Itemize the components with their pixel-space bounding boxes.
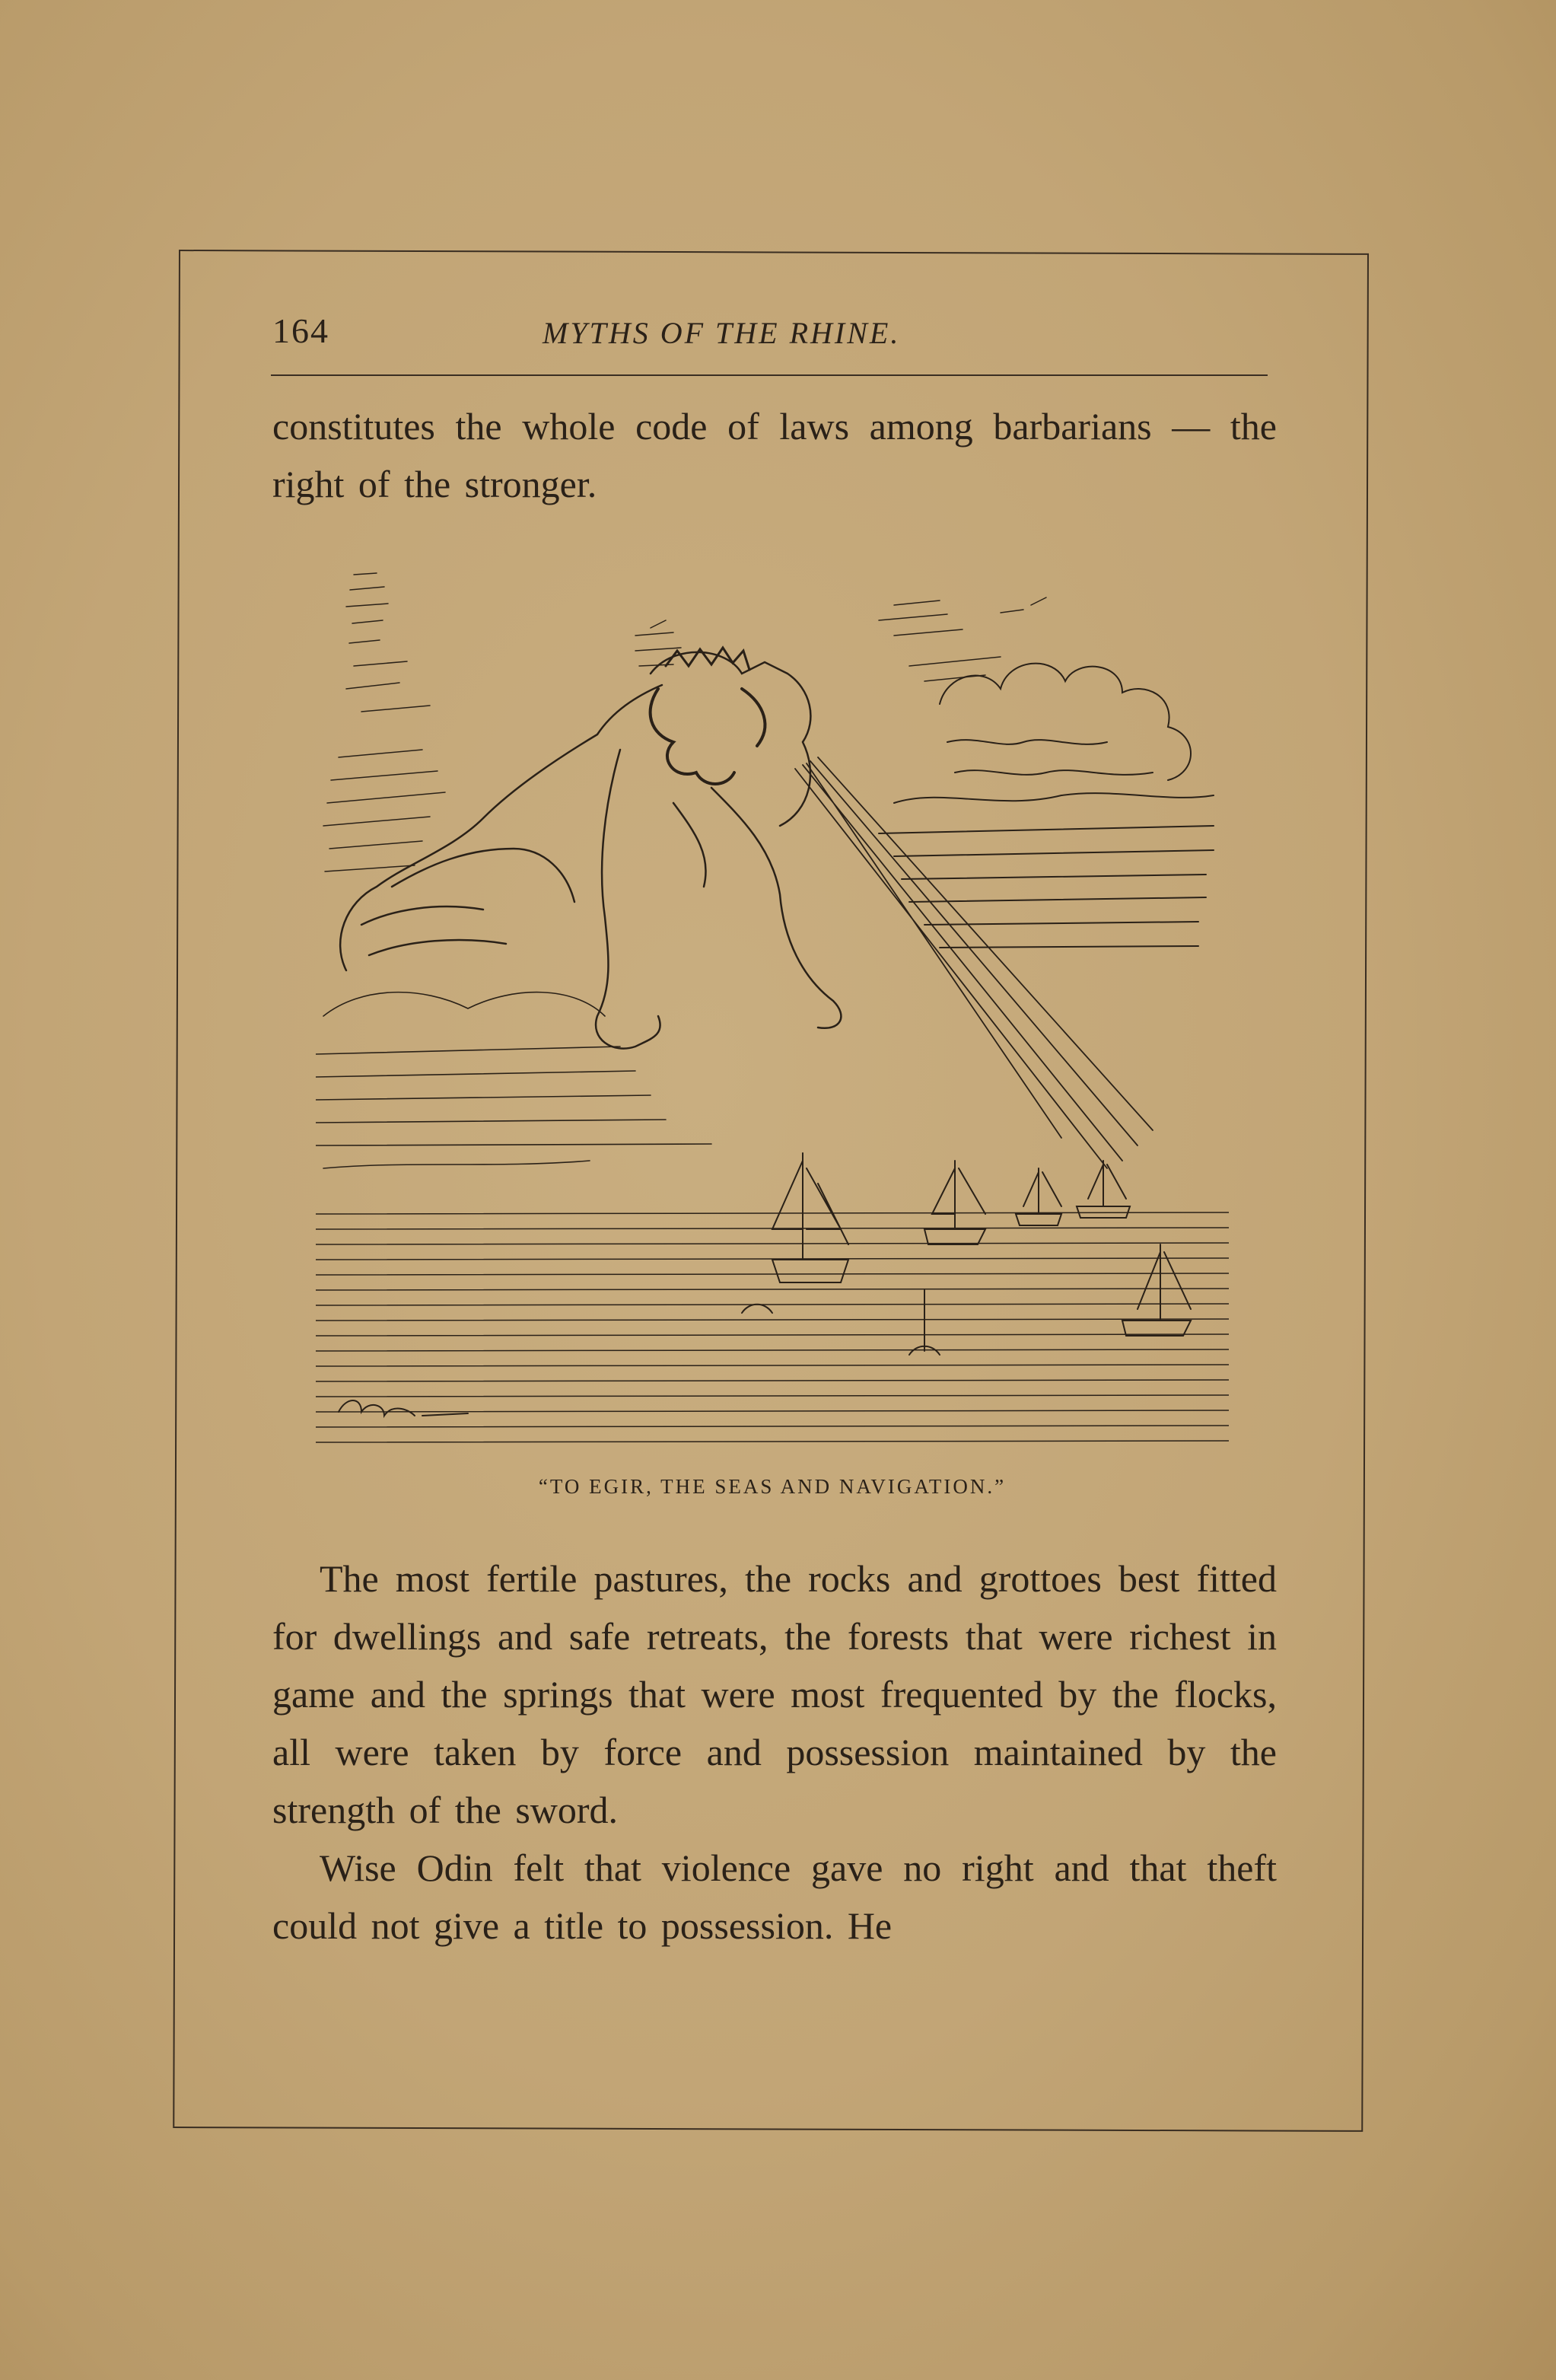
running-head	[272, 311, 1269, 356]
header-rule	[271, 374, 1268, 376]
giant-figure	[340, 648, 841, 1049]
breath-rays	[795, 757, 1153, 1168]
top-paragraph: constitutes the whole code of laws among barbarians — the right of the stronger.	[272, 405, 1277, 505]
cloud-bank	[316, 992, 711, 1168]
sky-hatching	[323, 573, 1046, 871]
page-number: 164	[272, 311, 329, 350]
paragraph-1: The most fertile pastures, the rocks and grottoes best fitted for dwellings and safe retreats, the forests that were richest in game and the springs that were most frequented by the flocks, all were taken by force and possession maintained by the strength of the sword.	[272, 1557, 1277, 1831]
giant-with-ships-icon	[316, 559, 1229, 1450]
hair-beard	[651, 689, 765, 784]
engraving-illustration	[316, 559, 1229, 1450]
sea	[316, 1212, 1229, 1442]
running-title: MYTHS OF THE RHINE.	[543, 316, 901, 350]
artist-signature	[339, 1400, 468, 1416]
illustration-caption: “TO EGIR, THE SEAS AND NAVIGATION.”	[538, 1475, 1007, 1498]
paragraph-2: Wise Odin felt that violence gave no right and that theft could not give a title to possession. He	[272, 1846, 1277, 1947]
clouds	[879, 664, 1214, 948]
body-text	[272, 1550, 1277, 1955]
ships	[742, 1153, 1191, 1355]
